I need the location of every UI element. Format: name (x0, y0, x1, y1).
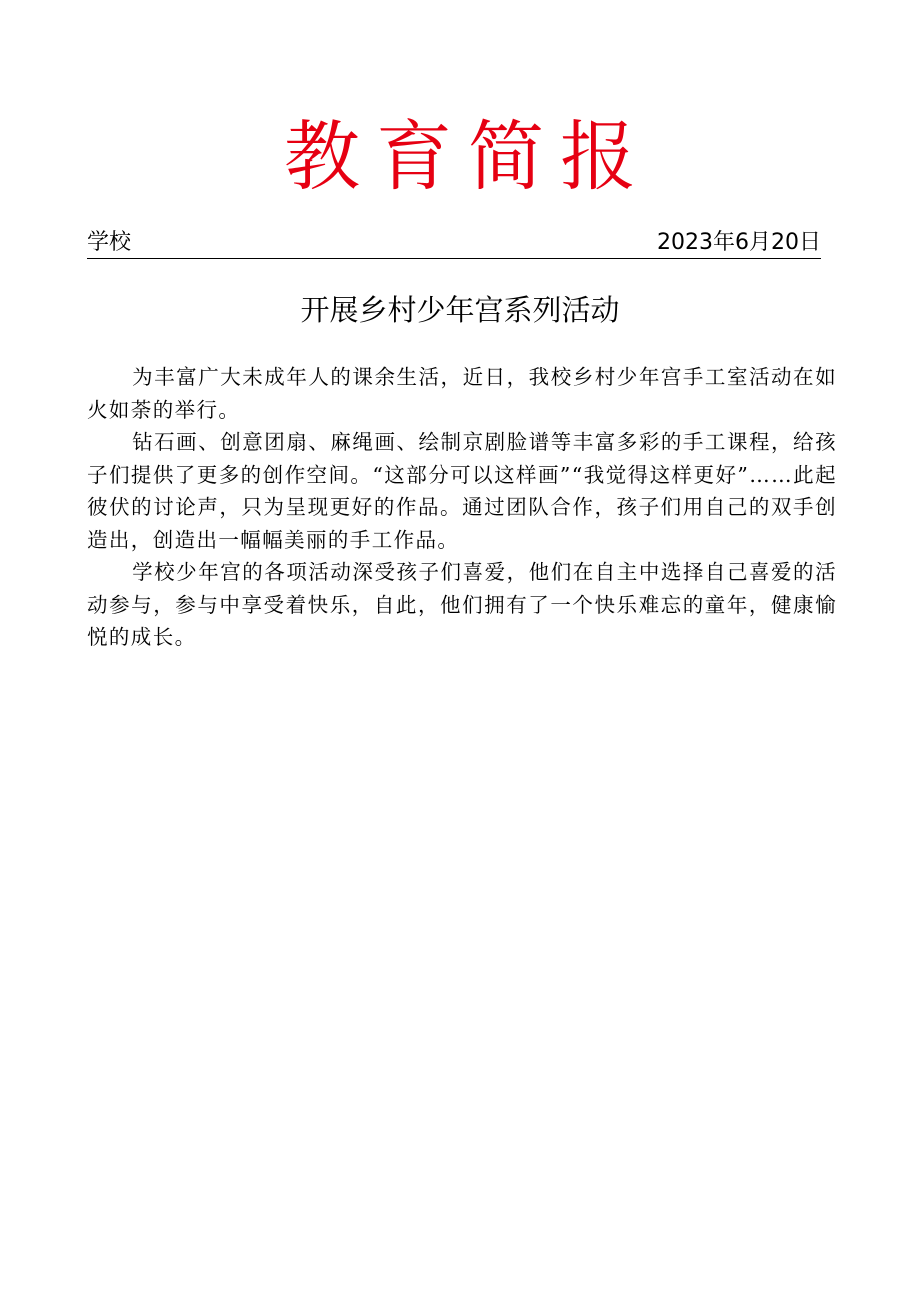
school-label: 学校 (87, 230, 132, 255)
meta-row (87, 228, 821, 259)
masthead-title: 教育简报 (284, 112, 652, 201)
article-paragraph: 为丰富广大未成年人的课余生活，近日，我校乡村少年宫手工室活动在如火如荼的举行。 (87, 365, 837, 422)
article-headline: 开展乡村少年宫系列活动 (300, 293, 620, 327)
issue-date: 2023年6月20日 (657, 230, 821, 255)
article-body (87, 361, 837, 654)
article-paragraph: 学校少年宫的各项活动深受孩子们喜爱，他们在自主中选择自己喜爱的活动参与，参与中享受着快乐，自此，他们拥有了一个快乐难忘的童年，健康愉悦的成长。 (87, 560, 837, 649)
article-paragraph: 钻石画、创意团扇、麻绳画、绘制京剧脸谱等丰富多彩的手工课程，给孩子们提供了更多的创作空间。“这部分可以这样画”“我觉得这样更好”……此起彼伏的讨论声，只为呈现更好的作品。通过团队合作，孩子们用自己的双手创造出，创造出一幅幅美丽的手工作品。 (87, 430, 837, 552)
